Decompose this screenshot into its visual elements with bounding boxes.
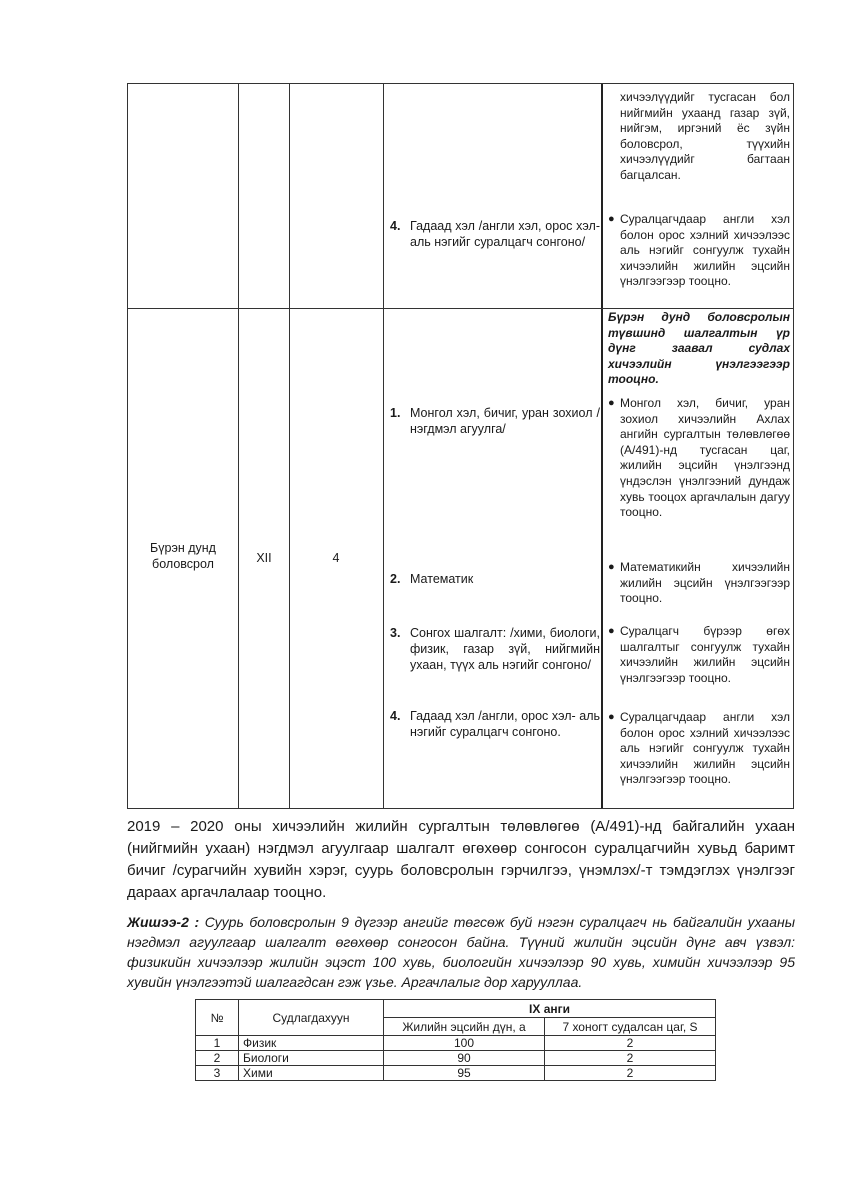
column-divider <box>238 84 239 808</box>
top-item-4: 4. Гадаад хэл /англи хэл, орос хэл- аль нэгийг суралцагч сонгоно/ <box>390 219 600 249</box>
grades-table <box>195 999 716 1081</box>
continued-note: хичээлүүдийг тусгасан бол нийгмийн ухаанд газар зүй, нийгэм, иргэний ёс зүйн боловсрол, түүхийн хичээлүүдийг багтаан багцалсан. <box>620 90 790 182</box>
intro-note: Бүрэн дунд боловсролын түвшинд шалгалтын үр дүнг заавал судлах хичээлийн үнэлгээгээр тооцно. <box>608 310 790 387</box>
subject-item-1: 1. Монгол хэл, бичиг, уран зохиол /нэгдмэл агуулга/ <box>390 406 600 436</box>
column-divider <box>289 84 290 808</box>
table-row: 1 Физик 100 2 <box>196 1036 716 1051</box>
subject-count: 4 <box>332 551 340 565</box>
example-label: Жишээ-2 : <box>127 914 200 930</box>
col-hours-header: 7 хоногт судалсан цаг, S <box>545 1018 716 1036</box>
example-text: Суурь боловсролын 9 дүгээр ангийг төгсөж буй нэгэн суралцагч нь байгалийн ухааны нэгдмэл агуулгаар шалгалт өгөхөөр сонгосон байна. Түүний жилийн эцсийн дүнг авч үзвэл: физикийн хичээлээр жилийн эцэст 100 хувь, биологийн хичээлээр 90 хувь, химийн хичээлээр 95 хувийн үнэлгээтэй шалгагдсан гэж үзье. Аргачлалыг дор харууллаа. <box>127 914 795 990</box>
requirements-table <box>127 83 794 809</box>
table-row: 2 Биологи 90 2 <box>196 1051 716 1066</box>
column-divider <box>383 84 384 808</box>
subject-item-3: 3. Сонгох шалгалт: /хими, биологи, физик, газар зүй, нийгмийн ухаан, түүх аль нэгийг сонгоно/ <box>390 626 600 672</box>
subject-item-2: 2. Математик <box>390 572 474 586</box>
col-subject-header: Судлагдахуун <box>239 1000 384 1036</box>
top-item-4-note: ● Суралцагчдаар англи хэл болон орос хэлний хичээлээс аль нэгийг сонгуулж тухайн хичээлийн жилийн эцсийн үнэлгээгээр тооцно. <box>608 212 790 289</box>
table-row: 3 Хими 95 2 <box>196 1066 716 1081</box>
subject-item-1-note: ● Монгол хэл, бичиг, уран зохиол хичээлийн Ахлах ангийн сургалтын төлөвлөгөө (А/491)-нд тусгасан цаг, жилийн эцсийн үнэлгээнд үндэслэн үнэлгээний дундаж хувь тооцох аргачлалын дагуу тооцно. <box>608 396 790 520</box>
example-paragraph <box>127 912 795 992</box>
column-divider <box>601 84 603 808</box>
education-level: Бүрэн дунд боловсрол <box>150 541 216 571</box>
row-divider <box>128 308 793 309</box>
subject-item-2-note: ● Математикийн хичээлийн жилийн эцсийн үнэлгээгээр тооцно. <box>608 560 790 606</box>
subject-item-4: 4. Гадаад хэл /англи, орос хэл- аль нэгийг суралцагч сонгоно. <box>390 709 600 739</box>
grade-cell: XII <box>256 551 272 565</box>
body-paragraph: 2019 – 2020 оны хичээлийн жилийн сургалтын төлөвлөгөө (А/491)-нд байгалийн ухаан (нийгмийн ухаан) нэгдмэл агуулгаар шалгалт өгөхөөр сонгосон суралцагчийн хувьд баримт бичиг /сурагчийн хувийн хэрэг, суурь боловсролын гэрчилгээ, үнэмлэх/-т тэмдэглэх үнэлгээг дараах аргачлалаар тооцно. <box>127 818 795 901</box>
subject-item-4-note: ● Суралцагчдаар англи хэл болон орос хэлний хичээлээс аль нэгийг сонгуулж тухайн хичээлийн жилийн эцсийн үнэлгээгээр тооцно. <box>608 710 790 787</box>
subject-item-3-note: ● Суралцагч бүрээр өгөх шалгалтыг сонгуулж тухайн хичээлийн жилийн эцсийн үнэлгээгээр тооцно. <box>608 624 790 685</box>
col-score-header: Жилийн эцсийн дүн, a <box>384 1018 545 1036</box>
group-header: IX анги <box>384 1000 716 1018</box>
col-no-header: № <box>196 1000 239 1036</box>
